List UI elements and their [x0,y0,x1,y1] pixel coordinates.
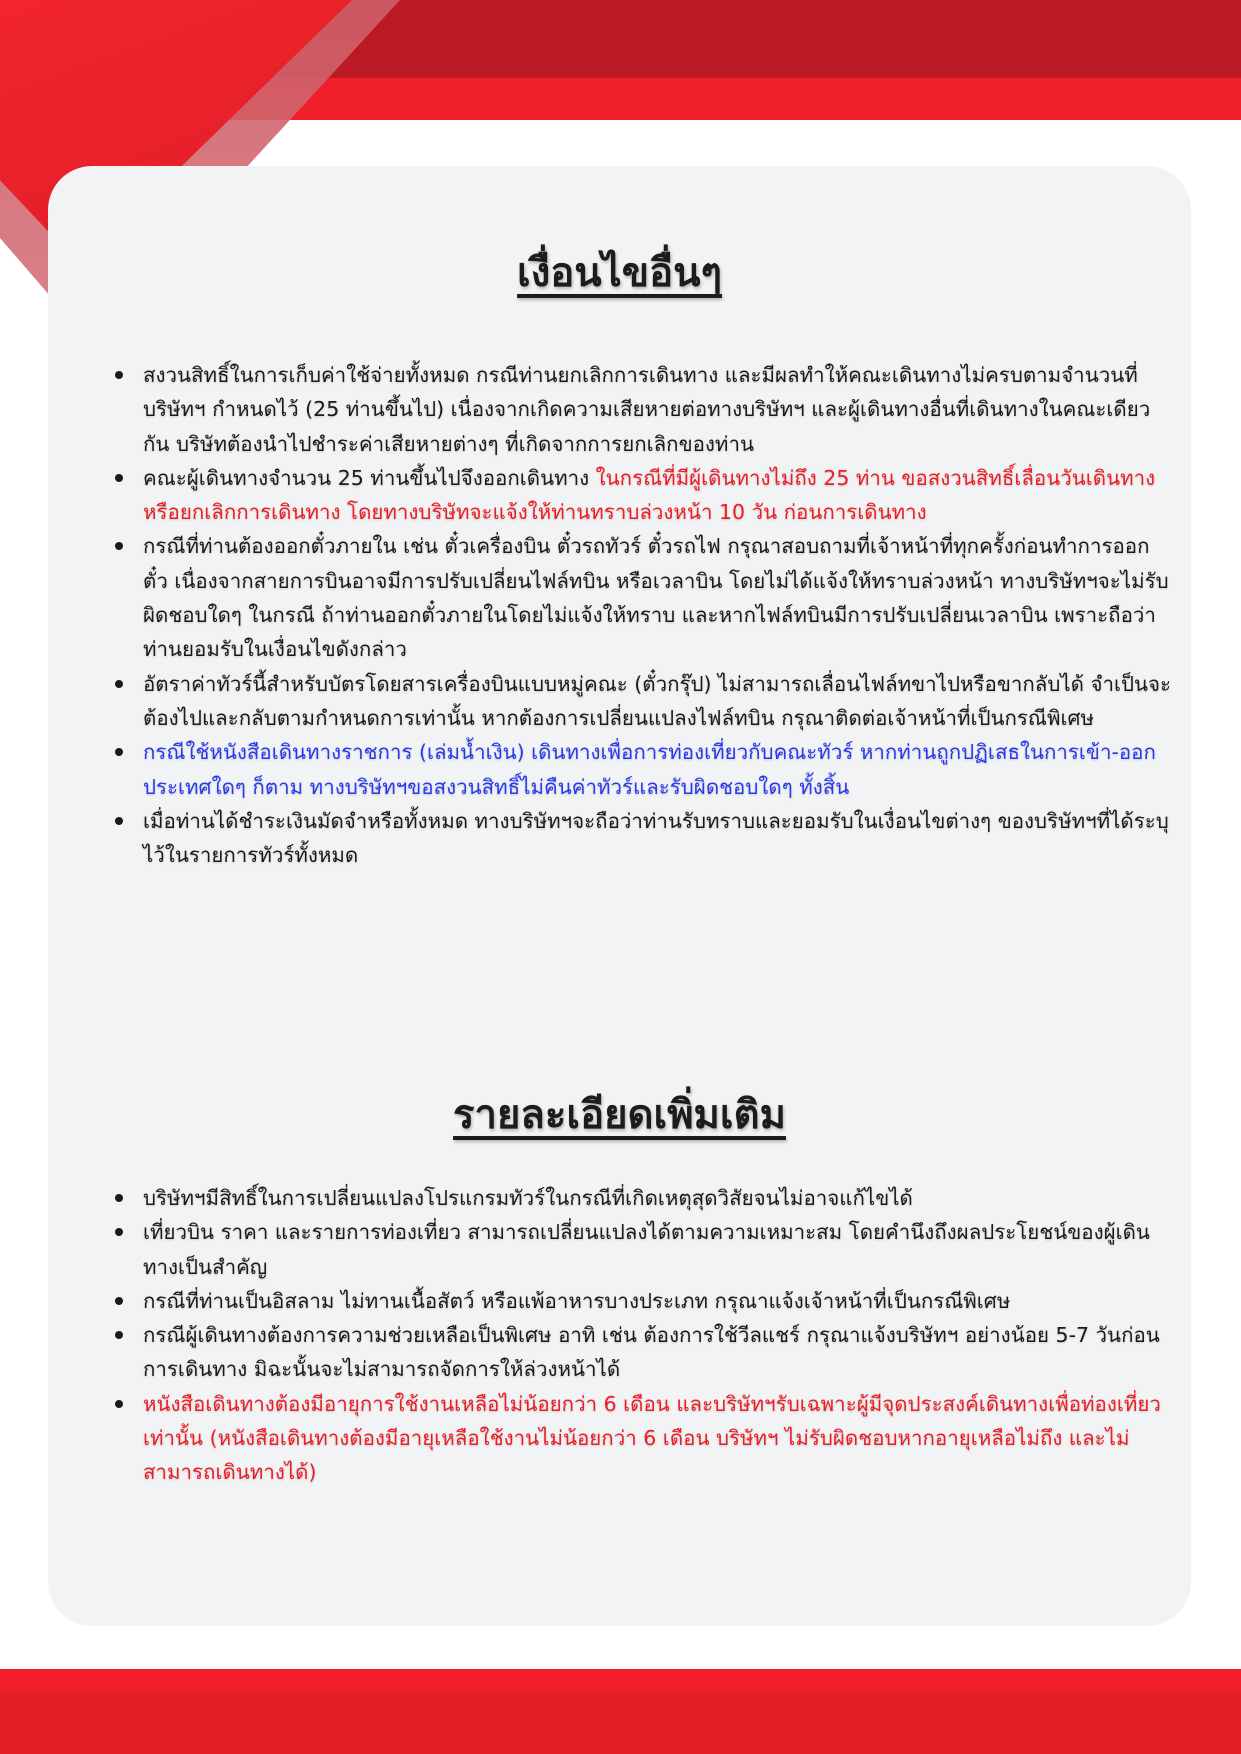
list-item [143,461,1173,530]
additional-details-list [110,1181,1173,1490]
list-item-text: บริษัทฯมีสิทธิ์ในการเปลี่ยนแปลงโปรแกรมทัวร์ในกรณีที่เกิดเหตุสุดวิสัยจนไม่อาจแก้ไขได้ [143,1186,913,1210]
other-conditions-list [110,358,1173,872]
footer-band-light [0,1669,1241,1691]
list-item-text: เมื่อท่านได้ชำระเงินมัดจำหรือทั้งหมด ทางบริษัทฯจะถือว่าท่านรับทราบและยอมรับในเงื่อนไขต่างๆ ของบริษัทฯที่ได้ระบุไว้ในรายการทัวร์ทั้งหมด [143,808,1169,868]
list-item [143,529,1173,666]
list-item-text: กรณีที่ท่านเป็นอิสลาม ไม่ทานเนื้อสัตว์ หรือแพ้อาหารบางประเภท กรุณาแจ้งเจ้าหน้าที่เป็นกรณีพิเศษ [143,1288,1011,1313]
section-title-other-conditions: เงื่อนไขอื่นๆ [517,250,722,296]
list-item [143,1215,1173,1284]
list-item [143,1387,1173,1490]
list-item-highlight: หนังสือเดินทางต้องมีอายุการใช้งานเหลือไม่น้อยกว่า 6 เดือน และบริษัทฯรับเฉพาะผู้มีจุดประสงค์เดินทางเพื่อท่องเที่ยวเท่านั้น (หนังสือเดินทางต้องมีอายุเหลือใช้งานไม่น้อยกว่า 6 เดือน บริษัทฯ ไม่รับผิดชอบหากอายุเหลือไม่ถึง และไม่สามารถเดินทางได้) [143,1391,1161,1485]
list-item [143,1318,1173,1387]
list-item-text: กรณีที่ท่านต้องออกตั๋วภายใน เช่น ตั๋วเครื่องบิน ตั๋วรถทัวร์ ตั๋วรถไฟ กรุณาสอบถามที่เจ้าหน้าที่ทุกครั้งก่อนทำการออกตั๋ว เนื่องจากสายการบินอาจมีการปรับเปลี่ยนไฟล์ทบิน หรือเวลาบิน โดยไม่ได้แจ้งให้ทราบล่วงหน้า ทางบริษัทฯจะไม่รับผิดชอบใดๆ ในกรณี ถ้าท่านออกตั๋วภายในโดยไม่แจ้งให้ทราบ และหากไฟล์ทบินมีการปรับเปลี่ยนเวลาบิน เพราะถือว่าท่านยอมรับในเงื่อนไขดังกล่าว [143,534,1169,662]
list-item-text: เที่ยวบิน ราคา และรายการท่องเที่ยว สามารถเปลี่ยนแปลงได้ตามความเหมาะสม โดยคำนึงถึงผลประโยชน์ของผู้เดินทางเป็นสำคัญ [143,1220,1150,1279]
list-item [143,735,1173,804]
list-item-text: อัตราค่าทัวร์นี้สำหรับบัตรโดยสารเครื่องบินแบบหมู่คณะ (ตั๋วกรุ๊ป) ไม่สามารถเลื่อนไฟล์ทขาไปหรือขากลับได้ จำเป็นจะต้องไปและกลับตามกำหนดการเท่านั้น หากต้องการเปลี่ยนแปลงไฟล์ทบิน กรุณาติดต่อเจ้าหน้าที่เป็นกรณีพิเศษ [143,671,1172,730]
list-item [143,1284,1173,1318]
list-item [143,804,1173,873]
list-item-highlight: ในกรณีที่มีผู้เดินทางไม่ถึง 25 ท่าน ขอสงวนสิทธิ์เลื่อนวันเดินทาง หรือยกเลิกการเดินทาง โดยทางบริษัทจะแจ้งให้ท่านทราบล่วงหน้า 10 วัน ก่อนการเดินทาง [143,465,1156,525]
footer-band-dark [0,1691,1241,1754]
list-item [143,667,1173,736]
list-item-text: สงวนสิทธิ์ในการเก็บค่าใช้จ่ายทั้งหมด กรณีท่านยกเลิกการเดินทาง และมีผลทำให้คณะเดินทางไม่ครบตามจำนวนที่บริษัทฯ กำหนดไว้ (25 ท่านขึ้นไป) เนื่องจากเกิดความเสียหายต่อทางบริษัทฯ และผู้เดินทางอื่นที่เดินทางในคณะเดียว กัน บริษัทต้องนำไปชำระค่าเสียหายต่างๆ ที่เกิดจากการยกเลิกของท่าน [143,363,1151,456]
list-item-text: คณะผู้เดินทางจำนวน 25 ท่านขึ้นไปจึงออกเดินทาง [143,465,596,490]
list-item [143,1181,1173,1215]
list-item-highlight-blue: กรณีใช้หนังสือเดินทางราชการ (เล่มน้ำเงิน) เดินทางเพื่อการท่องเที่ยวกับคณะทัวร์ หากท่านถูกปฏิเสธในการเข้า-ออกประเทศใดๆ ก็ตาม ทางบริษัทฯขอสงวนสิทธิ์ไม่คืนค่าทัวร์และรับผิดชอบใดๆ ทั้งสิ้น [143,740,1156,799]
list-item [143,358,1173,461]
section-title-additional-details: รายละเอียดเพิ่มเติม [453,1092,786,1138]
list-item-text: กรณีผู้เดินทางต้องการความช่วยเหลือเป็นพิเศษ อาทิ เช่น ต้องการใช้วีลแชร์ กรุณาแจ้งบริษัทฯ อย่างน้อย 5-7 วันก่อนการเดินทาง มิฉะนั้นจะไม่สามารถจัดการให้ล่วงหน้าได้ [143,1323,1160,1382]
